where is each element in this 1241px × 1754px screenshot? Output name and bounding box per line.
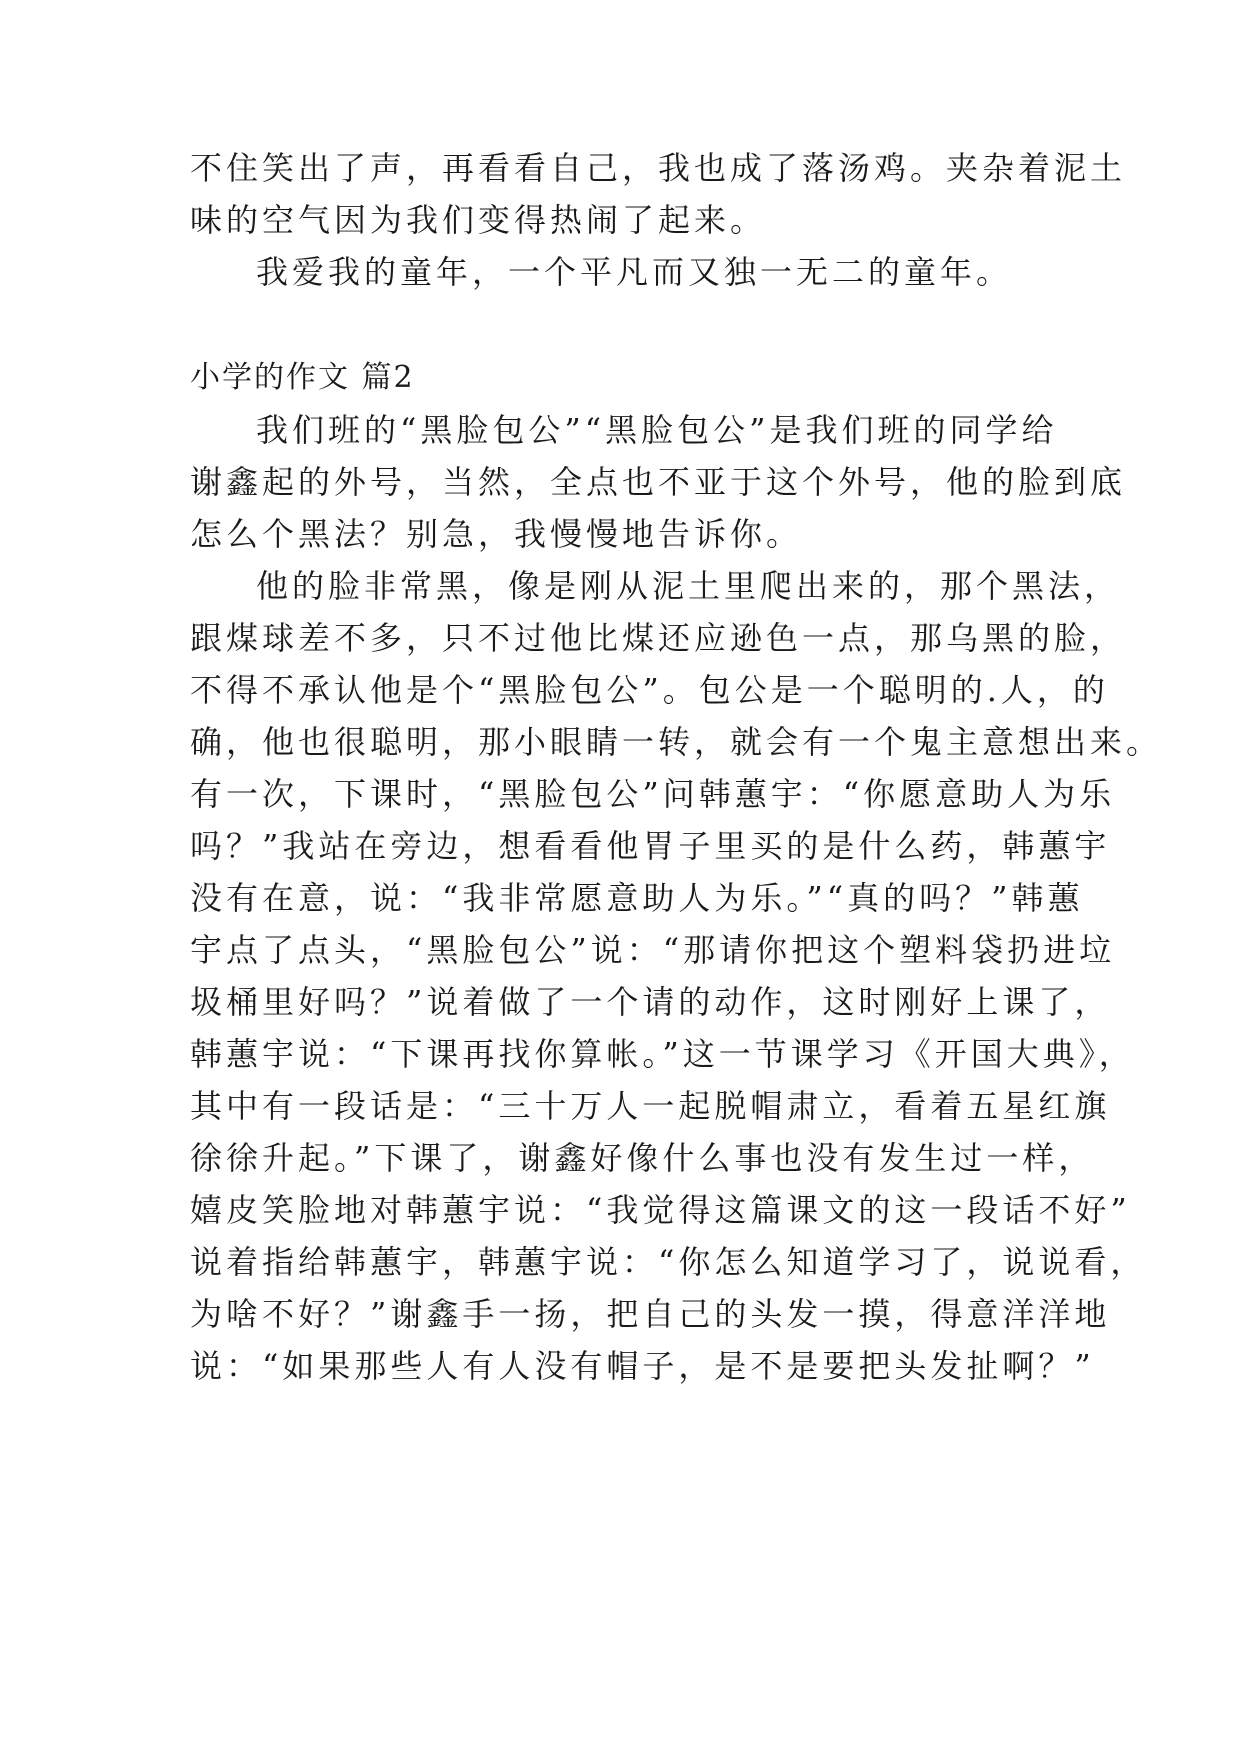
text-line: 为啥不好？”谢鑫手一扬，把自己的头发一摸，得意洋洋地 [190,1295,1111,1333]
text-line: 谢鑫起的外号，当然，全点也不亚于这个外号，他的脸到底 [190,463,1127,501]
text-line: 我爱我的童年，一个平凡而又独一无二的童年。 [256,253,1013,291]
text-line: 韩蕙宇说：“下课再找你算帐。”这一节课学习《开国大典》， [190,1035,1135,1073]
text-line: 圾桶里好吗？”说着做了一个请的动作，这时刚好上课了， [190,983,1111,1021]
text-line: 怎么个黑法？别急，我慢慢地告诉你。 [190,515,803,553]
text-line: 没有在意，说：“我非常愿意助人为乐。”“真的吗？”韩蕙 [190,879,1084,917]
text-line: 味的空气因为我们变得热闹了起来。 [190,201,767,239]
text-line: 有一次，下课时，“黑脸包公”问韩蕙宇：“你愿意助人为乐 [190,775,1116,813]
text-line: 不得不承认他是个“黑脸包公”。包公是一个聪明的.人，的 [190,671,1109,709]
text-line: 其中有一段话是：“三十万人一起脱帽肃立，看着五星红旗 [190,1087,1111,1125]
text-line: 确，他也很聪明，那小眼睛一转，就会有一个鬼主意想出来。 [190,723,1163,761]
text-line: 不住笑出了声，再看看自己，我也成了落汤鸡。夹杂着泥土 [190,149,1127,187]
text-line: 说：“如果那些人有人没有帽子，是不是要把头发扯啊？” [190,1347,1095,1385]
text-line: 跟煤球差不多，只不过他比煤还应逊色一点，那乌黑的脸， [190,619,1127,657]
text-line: 宇点了点头，“黑脸包公”说：“那请你把这个塑料袋扔进垃 [190,931,1116,969]
text-line: 嬉皮笑脸地对韩蕙宇说：“我觉得这篇课文的这一段话不好” [190,1191,1131,1229]
text-line: 吗？”我站在旁边，想看看他胃子里买的是什么药，韩蕙宇 [190,827,1111,865]
section-heading: 小学的作文 篇2 [190,360,415,395]
text-line: 说着指给韩蕙宇，韩蕙宇说：“你怎么知道学习了，说说看， [190,1243,1147,1281]
text-line: 我们班的“黑脸包公”“黑脸包公”是我们班的同学给 [256,411,1058,449]
text-line: 他的脸非常黑，像是刚从泥土里爬出来的，那个黑法， [256,567,1121,605]
text-line: 徐徐升起。”下课了，谢鑫好像什么事也没有发生过一样， [190,1139,1095,1177]
